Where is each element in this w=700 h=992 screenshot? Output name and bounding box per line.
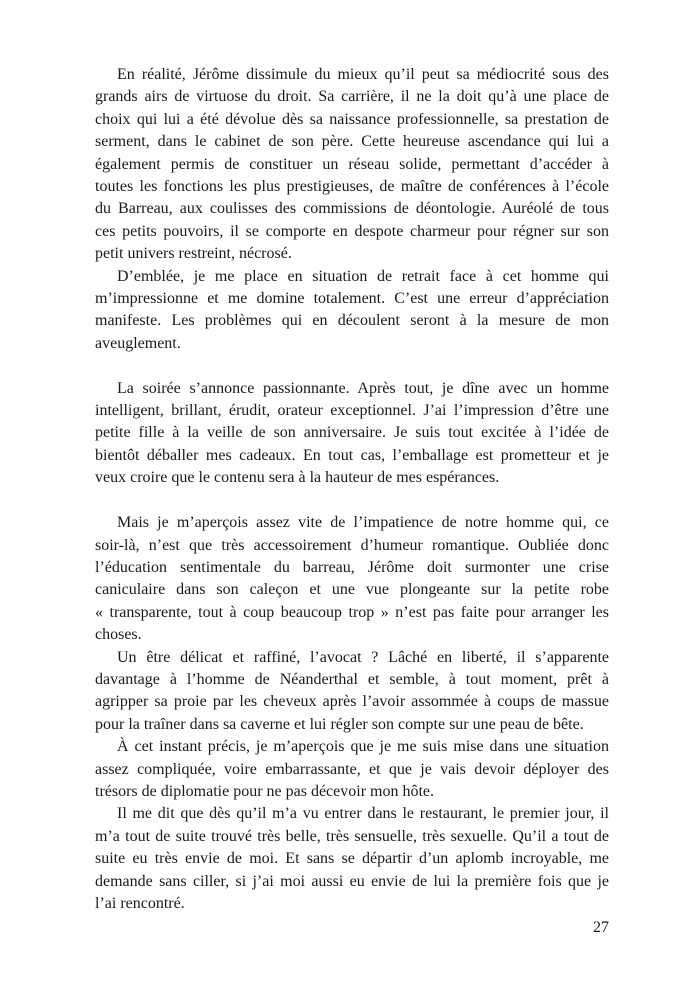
text-line: assez compliquée, voire embarrassante, et que je vais devoir déployer des: [95, 760, 609, 778]
paragraph: [95, 736, 609, 803]
paragraph: [95, 266, 609, 356]
paragraph-gap: [95, 355, 609, 377]
text-line: « transparente, tout à coup beaucoup trop » n’est pas faite pour arranger les: [95, 603, 609, 621]
text-line: davantage à l’homme de Néanderthal et semble, à tout moment, prêt à: [95, 670, 609, 688]
page-body: [95, 64, 609, 940]
text-line: agripper sa proie par les cheveux après l’avoir assommée à coups de massue: [95, 693, 609, 711]
text-line: veux croire que le contenu sera à la hauteur de mes espérances.: [95, 469, 500, 487]
text-line: ces petits pouvoirs, il se comporte en despote charmeur pour régner sur son: [95, 222, 609, 240]
text-line: La soirée s’annonce passionnante. Après tout, je dîne avec un homme: [117, 379, 609, 397]
text-line: m’impressionne et me domine totalement. C’est une erreur d’appréciation: [95, 290, 609, 308]
text-line: toutes les fonctions les plus prestigieuses, de maître de conférences à l’école: [95, 178, 609, 196]
text-line: intelligent, brillant, érudit, orateur exceptionnel. J’ai l’impression d’être une: [95, 402, 609, 420]
text-line: serment, dans le cabinet de son père. Cette heureuse ascendance qui lui a: [95, 133, 609, 151]
paragraph-gap: [95, 490, 609, 512]
text-line: petite fille à la veille de son anniversaire. Je suis tout excitée à l’idée de: [95, 424, 609, 442]
text-line: caniculaire dans son caleçon et une vue plongeante sur la petite robe: [95, 581, 609, 599]
text-line: suite eu très envie de moi. Et sans se départir d’un aplomb incroyable, me: [95, 850, 609, 868]
text-line: bientôt déballer mes cadeaux. En tout cas, l’emballage est prometteur et je: [95, 446, 609, 464]
page-text: [95, 64, 609, 915]
text-line: aveuglement.: [95, 334, 181, 352]
paragraph: [95, 512, 609, 646]
paragraph: [95, 803, 609, 915]
text-line: trésors de diplomatie pour ne pas décevoir mon hôte.: [95, 782, 435, 800]
text-line: grands airs de virtuose du droit. Sa carrière, il ne la doit qu’à une place de: [95, 88, 609, 106]
paragraph: [95, 64, 609, 266]
text-line: l’ai rencontré.: [95, 895, 185, 912]
text-line: manifeste. Les problèmes qui en découlent seront à la mesure de mon: [95, 312, 609, 330]
text-line: D’emblée, je me place en situation de retrait face à cet homme qui: [117, 267, 609, 285]
text-line: À cet instant précis, je m’aperçois que je me suis mise dans une situation: [117, 738, 609, 756]
paragraph: [95, 647, 609, 737]
text-line: soir-là, n’est que très accessoirement d’humeur romantique. Oubliée donc: [95, 536, 609, 554]
text-line: Un être délicat et raffiné, l’avocat ? Lâché en liberté, il s’apparente: [117, 648, 609, 666]
text-line: Il me dit que dès qu’il m’a vu entrer dans le restaurant, le premier jour, il: [117, 805, 609, 823]
text-line: l’éducation sentimentale du barreau, Jérôme doit surmonter une crise: [95, 558, 609, 576]
text-line: choix qui lui a été dévolue dès sa naissance professionnelle, sa prestation de: [95, 110, 609, 128]
text-line: pour la traîner dans sa caverne et lui régler son compte sur une peau de bête.: [95, 715, 584, 733]
text-line: du Barreau, aux coulisses des commissions de déontologie. Auréolé de tous: [95, 200, 609, 218]
text-line: Mais je m’aperçois assez vite de l’impatience de notre homme qui, ce: [117, 514, 609, 532]
text-line: choses.: [95, 626, 142, 644]
text-line: m’a tout de suite trouvé très belle, très sensuelle, très sexuelle. Qu’il a tout de: [95, 827, 609, 845]
text-line: demande sans ciller, si j’ai moi aussi eu envie de lui la première fois que je: [95, 872, 609, 890]
paragraph: [95, 378, 609, 490]
text-line: En réalité, Jérôme dissimule du mieux qu’il peut sa médiocrité sous des: [117, 66, 609, 83]
text-line: également permis de constituer un réseau solide, permettant d’accéder à: [95, 155, 609, 173]
text-line: petit univers restreint, nécrosé.: [95, 245, 292, 263]
page-number: 27: [593, 919, 609, 937]
